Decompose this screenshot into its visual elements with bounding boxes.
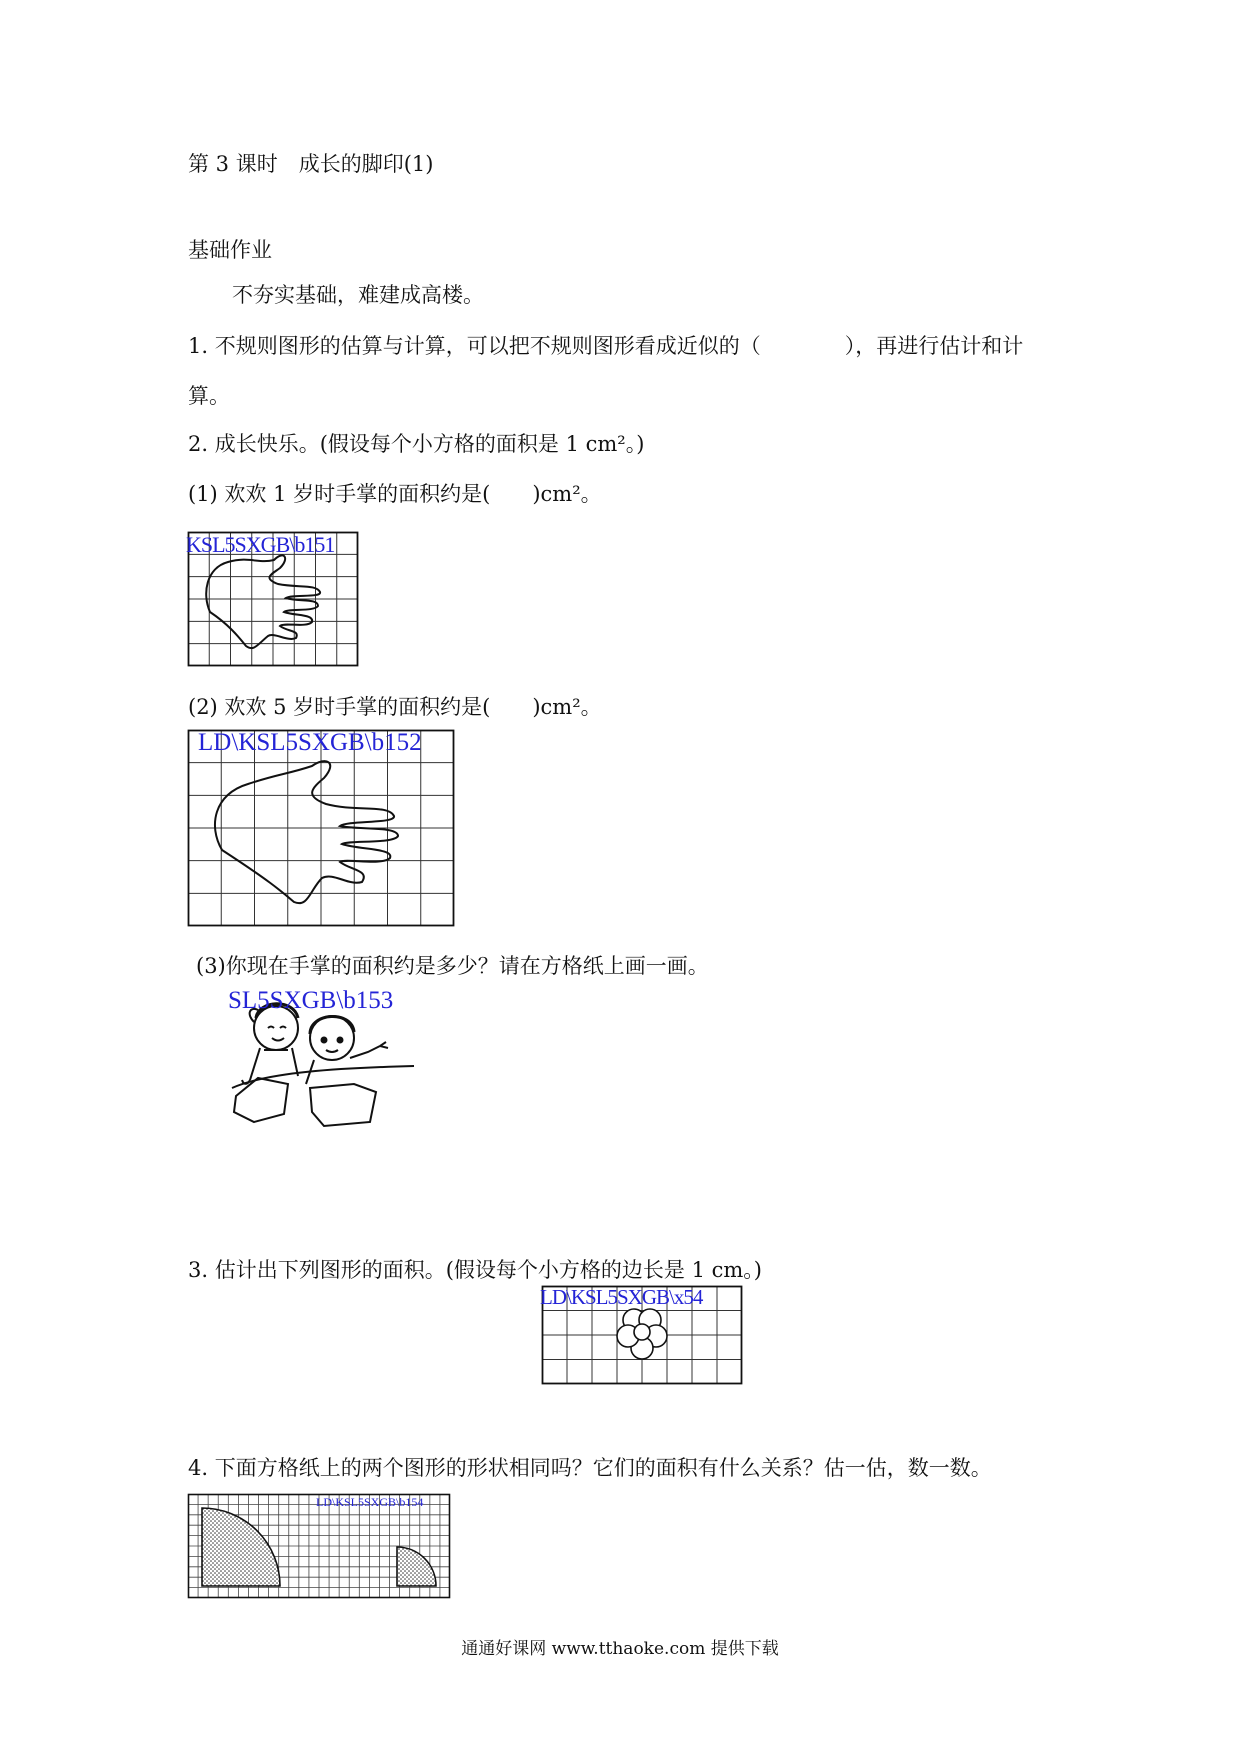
motto: 不夯实基础，难建成高楼。 [232,283,484,307]
question-2-part-2: (2) 欢欢 5 岁时手掌的面积约是( )cm²。 [188,695,602,719]
question-3-stem: 3. 估计出下列图形的面积。(假设每个小方格的边长是 1 cm。) [188,1258,762,1282]
question-1-line-2: 算。 [188,384,230,408]
question-2-stem: 2. 成长快乐。(假设每个小方格的面积是 1 cm²。) [188,432,645,456]
paper-right [310,1084,376,1126]
image-watermark-2: LD\KSL5SXGB\b152 [198,729,422,756]
section-heading: 基础作业 [188,238,272,262]
page-title: 第 3 课时 成长的脚印(1) [188,152,434,176]
image-watermark-1: KSL5SXGB\b151 [186,532,335,557]
image-watermark-4: LD\KSL5SXGB\x54 [540,1285,703,1309]
image-watermark-5: LD\KSL5SXGB\b154 [316,1495,424,1509]
image-watermark-3: SL5SXGB\b153 [228,987,394,1014]
footer-credit: 通通好课网 www.tthaoke.com 提供下载 [461,1639,779,1659]
flower-shape [617,1309,667,1359]
question-2-part-1: (1) 欢欢 1 岁时手掌的面积约是( )cm²。 [188,482,602,506]
question-2-part-3: (3)你现在手掌的面积约是多少？请在方格纸上画一画。 [196,954,709,978]
quarter-circles-grid [188,1494,450,1598]
hand-grid-age-5 [188,730,454,926]
hand-outline-small [206,555,320,648]
question-1-line-1: 1. 不规则图形的估算与计算，可以把不规则图形看成近似的（ ），再进行估计和计 [188,334,1024,358]
question-4-stem: 4. 下面方格纸上的两个图形的形状相同吗？它们的面积有什么关系？估一估，数一数。 [188,1456,992,1480]
hand-outline-large [215,761,398,903]
